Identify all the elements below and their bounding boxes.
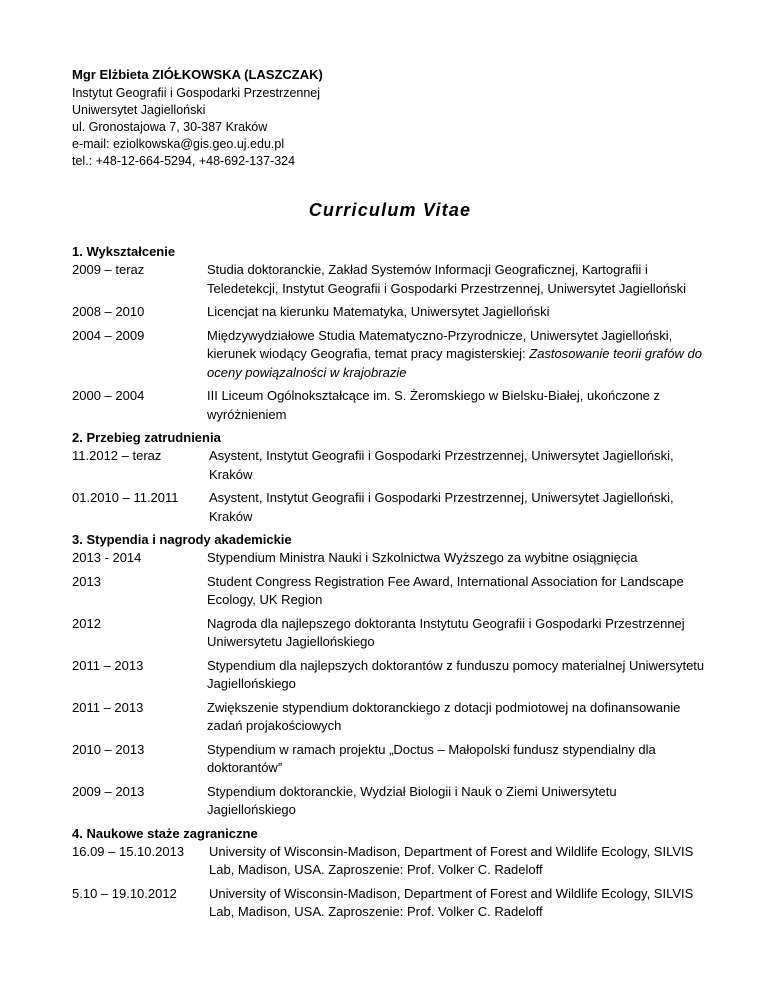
entry-date: 2013 bbox=[72, 573, 101, 589]
section-title: 1. Wykształcenie bbox=[72, 244, 176, 259]
entry bbox=[72, 843, 708, 880]
email-line: e-mail: eziolkowska@gis.geo.uj.edu.pl bbox=[72, 137, 285, 151]
entry-date: 2004 – 2009 bbox=[72, 327, 145, 343]
entry bbox=[72, 261, 708, 298]
entry bbox=[72, 615, 708, 652]
entry-text: University of Wisconsin-Madison, Department of Forest and Wildlife Ecology, SILVIS Lab, Madison, USA. Zaproszenie: Prof. Volker C. Radeloff bbox=[209, 843, 694, 877]
entry-date: 2013 - 2014 bbox=[72, 550, 142, 565]
entry bbox=[72, 303, 708, 322]
entry-text: University of Wisconsin-Madison, Department of Forest and Wildlife Ecology, SILVIS Lab, Madison, USA. Zaproszenie: Prof. Volker C. Radeloff bbox=[209, 885, 694, 919]
section-education bbox=[72, 243, 708, 424]
phone-line: tel.: +48-12-664-5294, +48-692-137-324 bbox=[72, 154, 296, 168]
document-title: Curriculum Vitae bbox=[308, 200, 472, 220]
entry-date: 2012 bbox=[72, 615, 101, 631]
entry-date: 2010 – 2013 bbox=[72, 741, 145, 757]
university-line: Uniwersytet Jagielloński bbox=[72, 103, 206, 117]
address-line: ul. Gronostajowa 7, 30-387 Kraków bbox=[72, 120, 268, 134]
entry-text: Asystent, Instytut Geografii i Gospodarki Przestrzennej, Uniwersytet Jagielloński, Kraków bbox=[209, 448, 674, 482]
entry-date: 2009 – 2013 bbox=[72, 783, 145, 799]
entry-text: Licencjat na kierunku Matematyka, Uniwersytet Jagielloński bbox=[207, 304, 550, 319]
section-internships bbox=[72, 825, 708, 922]
entry-date: 2000 – 2004 bbox=[72, 388, 145, 403]
entry-date: 16.09 – 15.10.2013 bbox=[72, 843, 185, 859]
entry bbox=[72, 387, 708, 424]
entry-text: Stypendium w ramach projektu „Doctus – Małopolski fundusz stypendialny dla doktorantów” bbox=[207, 741, 656, 775]
entry bbox=[72, 489, 708, 526]
entry-text: Stypendium dla najlepszych doktorantów z funduszu pomocy materialnej Uniwersytetu Jagiellońskiego bbox=[207, 657, 705, 691]
entry-text: Stypendium doktoranckie, Wydział Biologii i Nauk o Ziemi Uniwersytetu Jagiellońskiego bbox=[207, 783, 617, 817]
entry-date: 2011 – 2013 bbox=[72, 699, 144, 715]
entry bbox=[72, 549, 708, 568]
entry bbox=[72, 327, 708, 383]
entry-date: 2011 – 2013 bbox=[72, 657, 144, 673]
entry-text: Zwiększenie stypendium doktoranckiego z dotacji podmiotowej na dofinansowanie zadań projakościowych bbox=[207, 699, 681, 733]
entry-date: 11.2012 – teraz bbox=[72, 448, 162, 463]
section-title: 2. Przebieg zatrudnienia bbox=[72, 430, 221, 445]
entry-text: Studia doktoranckie, Zakład Systemów Informacji Geograficznej, Kartografii i Teledetekcji, Instytut Geografii i Gospodarki Przestrzennej, Uniwersytet Jagielloński bbox=[207, 262, 687, 296]
thesis-title: Zastosowanie teorii grafów do oceny powiązalności w krajobrazie bbox=[207, 346, 702, 380]
entry bbox=[72, 741, 708, 778]
entry-date: 01.2010 – 11.2011 bbox=[72, 490, 179, 505]
entry bbox=[72, 699, 708, 736]
entry bbox=[72, 447, 708, 484]
entry-text: Stypendium Ministra Nauki i Szkolnictwa Wyższego za wybitne osiągnięcia bbox=[207, 550, 638, 565]
entry-date: 5.10 – 19.10.2012 bbox=[72, 885, 177, 901]
entry-text: Nagroda dla najlepszego doktoranta Instytutu Geografii i Gospodarki Przestrzennej Uniwersytetu Jagiellońskiego bbox=[207, 615, 685, 649]
section-title: 4. Naukowe staże zagraniczne bbox=[72, 825, 258, 841]
entry-text: Student Congress Registration Fee Award, International Association for Landscape Ecology, UK Region bbox=[207, 573, 684, 607]
entry-text: Asystent, Instytut Geografii i Gospodarki Przestrzennej, Uniwersytet Jagielloński, Kraków bbox=[209, 490, 674, 524]
section-title: 3. Stypendia i nagrody akademickie bbox=[72, 532, 292, 547]
entry-text: III Liceum Ogólnokształcące im. S. Żeromskiego w Bielsku-Białej, ukończone z wyróżnieniem bbox=[207, 388, 661, 422]
header-block bbox=[72, 66, 708, 170]
entry bbox=[72, 783, 708, 820]
entry bbox=[72, 885, 708, 922]
entry-text-block bbox=[207, 327, 708, 383]
author-name: Mgr Elżbieta ZIÓŁKOWSKA (LASZCZAK) bbox=[72, 67, 323, 82]
entry-date: 2009 – teraz bbox=[72, 262, 145, 277]
entry-text: Międzywydziałowe Studia Matematyczno-Przyrodnicze, Uniwersytet Jagielloński, kierunek wiodący Geografia, temat pracy magisterskiej: bbox=[207, 327, 673, 361]
entry-date: 2008 – 2010 bbox=[72, 304, 145, 319]
section-scholarships bbox=[72, 531, 708, 820]
entry bbox=[72, 573, 708, 610]
section-employment bbox=[72, 429, 708, 526]
institute-line: Instytut Geografii i Gospodarki Przestrzennej bbox=[72, 86, 321, 100]
entry bbox=[72, 657, 708, 694]
